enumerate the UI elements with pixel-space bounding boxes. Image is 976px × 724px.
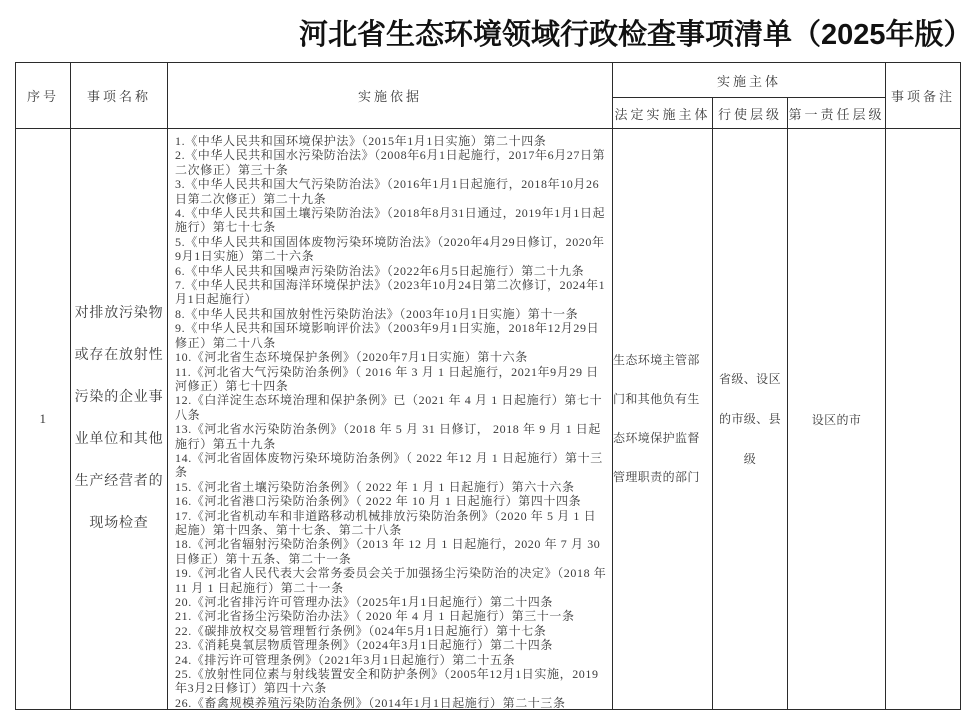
header-item-name: 事项名称	[71, 63, 168, 129]
basis-item: 19.《河北省人民代表大会常务委员会关于加强扬尘污染防治的决定》（2018 年 11 月 1 日起施行）第二十一条	[175, 566, 607, 595]
basis-item: 17.《河北省机动车和非道路移动机械排放污染防治条例》（2020 年 5 月 1 日起施）第十四条、第十七条、第二十八条	[175, 508, 597, 537]
basis-item: 22.《碳排放权交易管理暂行条例》（024年5月1日起施行）第十七条	[175, 623, 547, 638]
basis-item: 21.《河北省扬尘污染防治办法》（ 2020 年 4 月 1 日起施行）第三十一条	[175, 609, 575, 624]
header-exercise-level: 行使层级	[713, 98, 788, 129]
header-serial: 序号	[16, 63, 71, 129]
header-basis: 实施依据	[168, 63, 613, 129]
basis-item: 13.《河北省水污染防治条例》（2018 年 5 月 31 日修订， 2018 年 9 月 1 日起施行）第五十九条	[175, 422, 602, 451]
basis-item: 14.《河北省固体废物污染环境防治条例》（ 2022 年12 月 1 日起施行）第十三条	[175, 450, 603, 480]
table-row	[16, 129, 961, 710]
basis-item: 4.《中华人民共和国土壤污染防治法》（2018年8月31日通过，2019年1月1日起施行）第七十七条	[175, 206, 606, 235]
basis-item: 3.《中华人民共和国大气污染防治法》（2016年1月1日起施行，2018年10月26日第二次修正）第二十九条	[175, 177, 600, 206]
inspection-items-table	[15, 62, 961, 710]
basis-item: 23.《消耗臭氧层物质管理条例》（2024年3月1日起施行）第二十四条	[175, 638, 554, 653]
cell-basis	[168, 129, 613, 710]
basis-item: 16.《河北省港口污染防治条例》（ 2022 年 10 月 1 日起施行）第四十四条	[175, 494, 582, 509]
cell-legal-subject: 生态环境主管部门和其他负有生态环境保护监督管理职责的部门	[613, 129, 713, 710]
header-first-responsibility-level: 第一责任层级	[788, 98, 886, 129]
basis-item: 20.《河北省排污许可管理办法》（2025年1月1日起施行）第二十四条	[175, 595, 554, 609]
basis-item: 7.《中华人民共和国海洋环境保护法》（2023年10月24日第二次修订，2024年1月1日起施行）	[175, 278, 606, 307]
cell-serial: 1	[16, 129, 71, 710]
header-subject-group: 实施主体	[613, 63, 886, 98]
page-title: 河北省生态环境领域行政检查事项清单（2025年版）	[299, 19, 973, 51]
cell-exercise-level: 省级、设区的市级、县级	[713, 129, 788, 710]
header-remark: 事项备注	[886, 63, 961, 129]
basis-item: 9.《中华人民共和国环境影响评价法》（2003年9月1日实施，2018年12月29日修正）第二十八条	[175, 321, 600, 350]
basis-item: 15.《河北省土壤污染防治条例》（ 2022 年 1 月 1 日起施行）第六十六条	[175, 479, 575, 494]
basis-item: 2.《中华人民共和国水污染防治法》（2008年6月1日起施行，2017年6月27日第二次修正）第三十条	[175, 148, 606, 177]
basis-item: 6.《中华人民共和国噪声污染防治法》（2022年6月5日起施行）第二十九条	[175, 263, 585, 278]
basis-item: 25.《放射性同位素与射线装置安全和防护条例》（2005年12月1日实施，2019年3月2日修订）第四十六条	[175, 667, 599, 696]
cell-item-name: 对排放污染物或存在放射性污染的企业事业单位和其他生产经营者的现场检查	[71, 129, 168, 710]
cell-remark	[886, 129, 961, 710]
basis-item: 1.《中华人民共和国环境保护法》（2015年1月1日实施）第二十四条	[175, 134, 547, 148]
basis-item: 5.《中华人民共和国固体废物污染环境防治法》（2020年4月29日修订，2020年9月1日实施）第二十六条	[175, 234, 605, 264]
basis-item: 11.《河北省大气污染防治条例》（ 2016 年 3 月 1 日起施行，2021年9月29 日河修正）第七十四条	[175, 364, 599, 393]
header-row-top	[16, 63, 961, 98]
header-legal-subject: 法定实施主体	[613, 98, 713, 129]
basis-item: 12.《白洋淀生态环境治理和保护条例》已（2021 年 4 月 1 日起施行）第七十八条	[175, 393, 603, 422]
basis-item: 8.《中华人民共和国放射性污染防治法》（2003年10月1日实施）第十一条	[175, 306, 579, 321]
cell-first-responsibility-level: 设区的市	[788, 129, 886, 710]
basis-list	[168, 130, 612, 708]
basis-item: 26.《畜禽规模养殖污染防治条例》（2014年1月1日起施行）第二十三条	[175, 695, 566, 708]
basis-item: 10.《河北省生态环境保护条例》（2020年7月1日实施）第十六条	[175, 350, 528, 365]
basis-item: 18.《河北省辐射污染防治条例》（2013 年 12 月 1 日起施行，2020 年 7 月 30 日修正）第十五条、第二十一条	[175, 537, 601, 566]
basis-item: 24.《排污许可管理条例》（2021年3月1日起施行）第二十五条	[175, 652, 516, 667]
